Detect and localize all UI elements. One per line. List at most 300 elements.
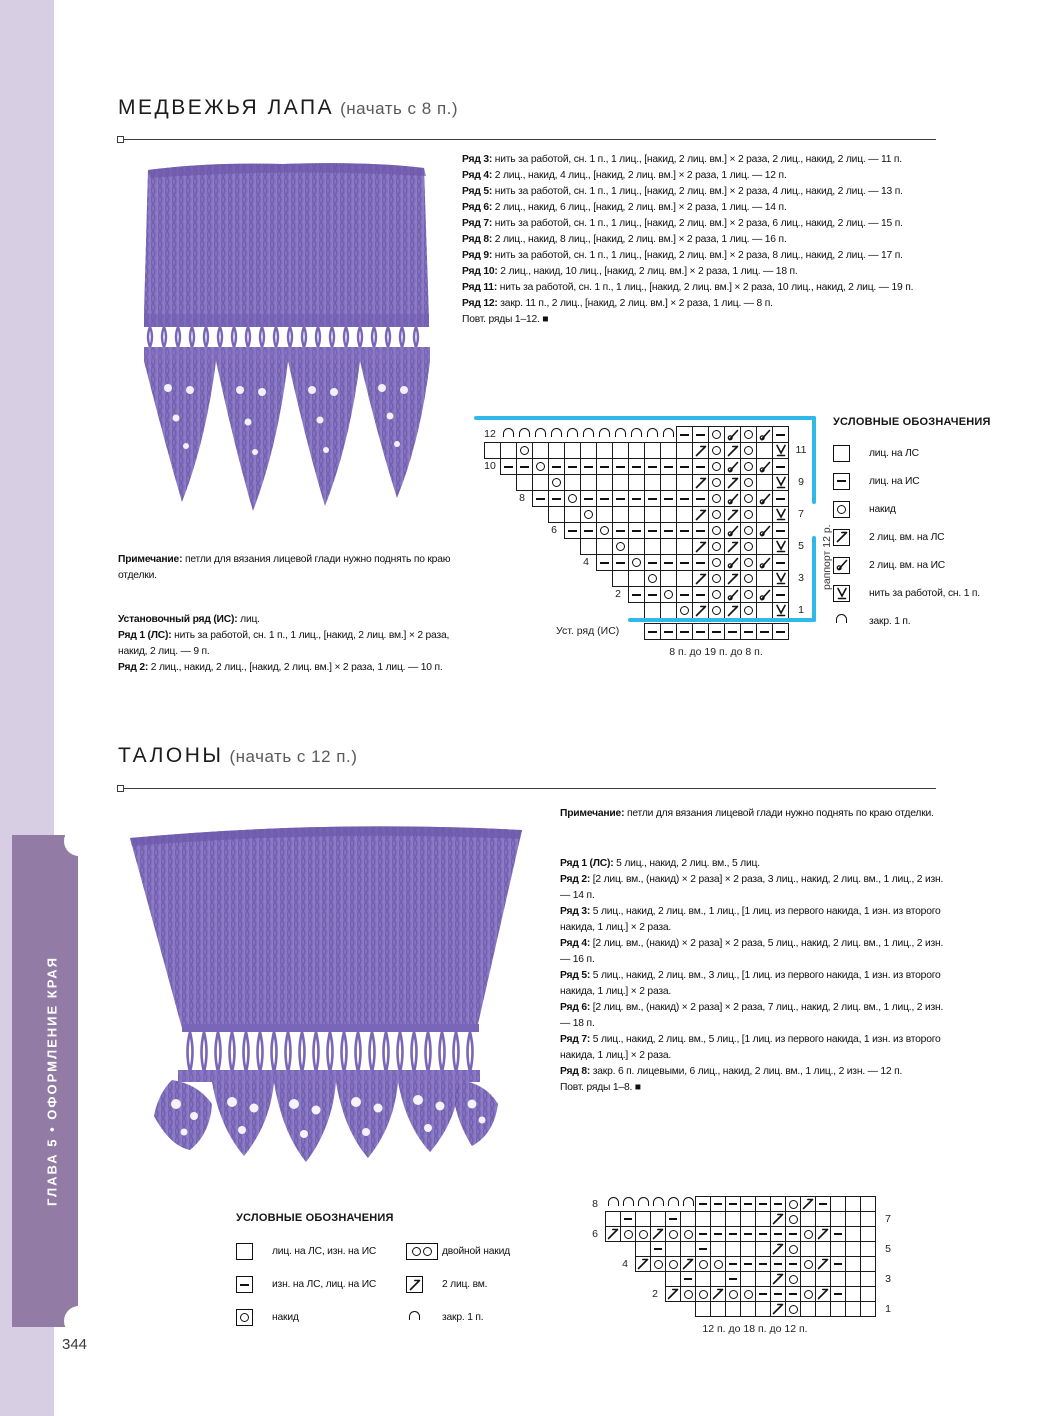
legend-title: УСЛОВНЫЕ ОБОЗНАЧЕНИЯ xyxy=(236,1212,394,1224)
chart-cell xyxy=(620,1211,636,1227)
chart-cell xyxy=(755,1271,771,1287)
legend-label: лиц. на ЛС, изн. на ИС xyxy=(272,1246,377,1257)
chart-cell xyxy=(612,570,629,587)
chart-cell xyxy=(612,490,629,507)
row-number: 9 xyxy=(798,476,804,488)
chart-cell xyxy=(660,522,677,539)
chart-cell xyxy=(596,522,613,539)
row-label: Ряд 1 (ЛС): xyxy=(560,858,614,869)
chart-cell xyxy=(725,1256,741,1272)
chart-cell xyxy=(692,522,709,539)
chart-cell xyxy=(845,1196,861,1212)
bind-off-arc xyxy=(532,426,549,443)
instruction-row: Ряд 8: закр. 6 п. лицевыми, 6 лиц., накид, 2 лиц. вм., 1 лиц., 2 изн. — 12 п. xyxy=(560,1066,903,1077)
legend-title: УСЛОВНЫЕ ОБОЗНАЧЕНИЯ xyxy=(833,416,991,428)
chart-cell xyxy=(596,458,613,475)
chart-cell xyxy=(830,1196,846,1212)
row-number: 8 xyxy=(592,1198,598,1210)
legend-label: лиц. на ЛС xyxy=(869,447,919,459)
chart-cell xyxy=(770,1241,786,1257)
chart-cell xyxy=(815,1301,831,1317)
talons-chart xyxy=(575,1184,915,1359)
chart-cell xyxy=(548,490,565,507)
chart-cell xyxy=(620,1226,636,1242)
legend-item xyxy=(833,467,1045,495)
chart-cell xyxy=(756,522,773,539)
bind-off-arc xyxy=(580,426,597,443)
chart-cell xyxy=(772,570,789,587)
chart-cell xyxy=(770,1256,786,1272)
chart-cell xyxy=(548,474,565,491)
chart-cell xyxy=(740,538,757,555)
chart-cell xyxy=(680,1256,696,1272)
chart-cell xyxy=(708,426,725,443)
chart-cell xyxy=(845,1301,861,1317)
chart-cell xyxy=(800,1226,816,1242)
chart-cell xyxy=(692,554,709,571)
chart-cell xyxy=(612,458,629,475)
note-label: Примечание: xyxy=(118,554,183,565)
chart-cell xyxy=(785,1301,801,1317)
chart-cell xyxy=(724,570,741,587)
note-text: петли для вязания лицевой глади нужно поднять по краю отделки. xyxy=(624,808,934,819)
chart-cell xyxy=(785,1196,801,1212)
chart-cell xyxy=(665,1286,681,1302)
chart-cell xyxy=(770,1301,786,1317)
chart-cell xyxy=(845,1286,861,1302)
chart-cell xyxy=(845,1211,861,1227)
legend-symbol-n xyxy=(833,613,869,630)
instruction-row: Ряд 5: 5 лиц., накид, 2 лиц. вм., 3 лиц., [1 лиц. из первого накида, 1 изн. из второго накида, 1 лиц.] × 2 раза. xyxy=(560,970,941,997)
chart-cell xyxy=(740,522,757,539)
chart-cell xyxy=(755,1301,771,1317)
repeat-label: раппорт 12 р. xyxy=(821,524,833,590)
chart-cell xyxy=(725,1226,741,1242)
chart-cell xyxy=(724,426,741,443)
chart-cell xyxy=(708,570,725,587)
legend-label: 2 лиц. вм. xyxy=(442,1279,488,1290)
legend-symbol-v xyxy=(833,585,869,602)
chart-cell xyxy=(660,474,677,491)
chart-cell xyxy=(815,1226,831,1242)
chart-cell xyxy=(680,1286,696,1302)
row-number: 3 xyxy=(885,1273,891,1285)
chart-cell xyxy=(800,1211,816,1227)
chart-cell xyxy=(596,490,613,507)
tab-notch-top xyxy=(64,826,94,856)
legend-label: двойной накид xyxy=(442,1246,510,1257)
chart-cell xyxy=(676,602,693,619)
chart-cell xyxy=(660,538,677,555)
chart-cell xyxy=(644,490,661,507)
chart-cell xyxy=(676,586,693,603)
tab-notch-bottom xyxy=(64,1306,94,1336)
chart-cell xyxy=(548,442,565,459)
chart-cell xyxy=(676,538,693,555)
legend-symbol-/ xyxy=(833,529,869,546)
row-number: 3 xyxy=(798,572,804,584)
chart-cell xyxy=(740,1226,756,1242)
chart-cell xyxy=(755,1226,771,1242)
instruction-row: Повт. ряды 1–8. ■ xyxy=(560,1082,641,1093)
chart-cell xyxy=(770,1286,786,1302)
chart-cell xyxy=(695,1241,711,1257)
row-label: Ряд 6: xyxy=(462,202,493,213)
chart-cell xyxy=(724,538,741,555)
chart-cell xyxy=(680,1241,696,1257)
chart-cell xyxy=(740,1241,756,1257)
bind-off-arc xyxy=(516,426,533,443)
chart-cell xyxy=(695,1196,711,1212)
row-label: Ряд 7: xyxy=(462,218,493,229)
row-label: Ряд 8: xyxy=(560,1066,591,1077)
chart-cell xyxy=(755,1196,771,1212)
bind-off-arc xyxy=(620,1196,636,1212)
chart-cell xyxy=(755,1241,771,1257)
chart-cell xyxy=(644,442,661,459)
chart-cell xyxy=(860,1301,876,1317)
chart-cell xyxy=(830,1211,846,1227)
chart-cell xyxy=(695,1256,711,1272)
bind-off-arc xyxy=(680,1196,696,1212)
legend-label: накид xyxy=(272,1312,299,1323)
legend-item xyxy=(833,551,1045,579)
chart-cell xyxy=(740,442,757,459)
instruction-row: Ряд 9: нить за работой, сн. 1 п., 1 лиц., [накид, 2 лиц. вм.] × 2 раза, 8 лиц., накид, 2 лиц. — 17 п. xyxy=(462,250,903,261)
instruction-row: Ряд 7: нить за работой, сн. 1 п., 1 лиц., [накид, 2 лиц. вм.] × 2 раза, 6 лиц., накид, 2 лиц. — 15 п. xyxy=(462,218,903,229)
row-label: Ряд 2: xyxy=(560,874,591,885)
chart-cell xyxy=(740,1211,756,1227)
chart-cell xyxy=(740,506,757,523)
chart-cell xyxy=(785,1211,801,1227)
chart-cell xyxy=(772,554,789,571)
chapter-tab-label: ГЛАВА 5 • ОФОРМЛЕНИЕ КРАЯ xyxy=(44,956,60,1206)
chart-cell xyxy=(532,458,549,475)
instruction-row: Ряд 1 (ЛС): 5 лиц., накид, 2 лиц. вм., 5 лиц. xyxy=(560,858,760,869)
row-number: 4 xyxy=(622,1258,628,1270)
row-label: Ряд 7: xyxy=(560,1034,591,1045)
chart-cell xyxy=(772,586,789,603)
chart-cell xyxy=(644,474,661,491)
chart-cell xyxy=(596,538,613,555)
chart-cell xyxy=(785,1226,801,1242)
chart-cell xyxy=(695,1286,711,1302)
chart-cell xyxy=(660,570,677,587)
chart-cell xyxy=(830,1256,846,1272)
legend-label: изн. на ЛС, лиц. на ИС xyxy=(272,1279,377,1290)
chart-cell xyxy=(740,1271,756,1287)
chart-cell xyxy=(860,1226,876,1242)
chart-cell xyxy=(770,1271,786,1287)
chart-cell xyxy=(676,490,693,507)
chart-cell xyxy=(635,1241,651,1257)
chart-cell xyxy=(580,474,597,491)
chart-cell xyxy=(770,1226,786,1242)
row-number: 8 xyxy=(519,492,525,504)
chart-cell xyxy=(692,602,709,619)
chart-cell xyxy=(612,554,629,571)
chart-cell xyxy=(725,1196,741,1212)
chart-cell xyxy=(724,474,741,491)
legend-symbol-- xyxy=(236,1276,272,1293)
chart-cell xyxy=(628,554,645,571)
row-label: Ряд 2: xyxy=(118,662,149,673)
chart-cell xyxy=(815,1241,831,1257)
chart-cell xyxy=(692,490,709,507)
chart-cell xyxy=(800,1241,816,1257)
talons-swatch-illustration xyxy=(114,794,539,1186)
chart-cell xyxy=(756,602,773,619)
row-number: 11 xyxy=(795,444,807,456)
chart-cell xyxy=(830,1271,846,1287)
chart-cell xyxy=(548,506,565,523)
chart-cell xyxy=(708,623,725,640)
chart-cell xyxy=(708,506,725,523)
legend-label: закр. 1 п. xyxy=(442,1312,484,1323)
chart-cell xyxy=(770,1196,786,1212)
chart-cell xyxy=(815,1271,831,1287)
chart-cell xyxy=(710,1226,726,1242)
bind-off-arc xyxy=(628,426,645,443)
chart-cell xyxy=(724,602,741,619)
chart-cell xyxy=(695,1211,711,1227)
chart-cell xyxy=(772,458,789,475)
legend-label: закр. 1 п. xyxy=(869,615,911,627)
chart-cell xyxy=(500,458,517,475)
chart-cell xyxy=(695,1301,711,1317)
chart-cell xyxy=(724,506,741,523)
chart-cell xyxy=(548,458,565,475)
chart-cell xyxy=(785,1271,801,1287)
chart-cell xyxy=(692,570,709,587)
row-label: Ряд 4: xyxy=(560,938,591,949)
chart-cell xyxy=(724,522,741,539)
chart-cell xyxy=(665,1211,681,1227)
chart-cell xyxy=(660,586,677,603)
chart-cell xyxy=(532,490,549,507)
chart-cell xyxy=(830,1301,846,1317)
instruction-row: Ряд 2: 2 лиц., накид, 2 лиц., [накид, 2 лиц. вм.] × 2 раза, 1 лиц. — 10 п. xyxy=(118,662,443,673)
chart-cell xyxy=(845,1241,861,1257)
chart-cell xyxy=(612,442,629,459)
chart-cell xyxy=(740,602,757,619)
chart-cell xyxy=(708,554,725,571)
chart-cell xyxy=(680,1211,696,1227)
chart-cell xyxy=(724,623,741,640)
chart-cell xyxy=(772,442,789,459)
chart-cell xyxy=(710,1286,726,1302)
chart-cell xyxy=(628,490,645,507)
chart-cell xyxy=(740,474,757,491)
chart-cell xyxy=(725,1271,741,1287)
chart-cell xyxy=(772,474,789,491)
chart-cell xyxy=(612,506,629,523)
chart-cell xyxy=(755,1256,771,1272)
chart-cell xyxy=(708,458,725,475)
chart-cell xyxy=(724,554,741,571)
chart-cell xyxy=(845,1256,861,1272)
chart-cell xyxy=(580,506,597,523)
chart-cell xyxy=(564,442,581,459)
row-label: Ряд 11: xyxy=(462,282,498,293)
legend-symbol-/ xyxy=(406,1276,442,1293)
chart-cell xyxy=(710,1241,726,1257)
chart-cell xyxy=(740,570,757,587)
chart-cell xyxy=(740,1286,756,1302)
legend-symbol-knit xyxy=(236,1243,272,1260)
chart-cell xyxy=(564,506,581,523)
bind-off-arc xyxy=(605,1196,621,1212)
bind-off-arc xyxy=(500,426,517,443)
chart-cell xyxy=(845,1226,861,1242)
section1-subtitle: (начать с 8 п.) xyxy=(340,99,459,118)
section1-setup-rows xyxy=(118,612,466,676)
chart-cell xyxy=(532,474,549,491)
row-number: 2 xyxy=(652,1288,658,1300)
chart-cell xyxy=(660,506,677,523)
chart-cell xyxy=(692,586,709,603)
chart-cell xyxy=(692,474,709,491)
chart-cell xyxy=(644,458,661,475)
legend-item xyxy=(406,1301,510,1334)
chart-cell xyxy=(756,490,773,507)
chart-cell xyxy=(660,554,677,571)
instruction-row: Ряд 5: нить за работой, сн. 1 п., 1 лиц., [накид, 2 лиц. вм.] × 2 раза, 4 лиц., накид, 2 лиц. — 13 п. xyxy=(462,186,903,197)
chart-cell xyxy=(676,458,693,475)
row-label: Ряд 5: xyxy=(462,186,493,197)
legend-item xyxy=(833,523,1045,551)
chart-cell xyxy=(650,1211,666,1227)
section2-instructions xyxy=(560,856,952,1096)
section1-title-text: МЕДВЕЖЬЯ ЛАПА xyxy=(118,96,335,119)
chart-cell xyxy=(756,506,773,523)
chart-cell xyxy=(580,538,597,555)
legend-item xyxy=(833,439,1045,467)
legend-label: 2 лиц. вм. на ИС xyxy=(869,559,946,571)
chart-cell xyxy=(612,538,629,555)
legend-columns xyxy=(236,1235,551,1334)
chart-cell xyxy=(676,522,693,539)
instruction-row: Ряд 10: 2 лиц., накид, 10 лиц., [накид, 2 лиц. вм.] × 2 раза, 1 лиц. — 18 п. xyxy=(462,266,798,277)
legend-symbol-o xyxy=(833,501,869,518)
chart-cell xyxy=(740,586,757,603)
legend-item xyxy=(406,1268,510,1301)
chart-cell xyxy=(692,458,709,475)
chart-cell xyxy=(772,538,789,555)
bind-off-arc xyxy=(548,426,565,443)
legend-item xyxy=(236,1301,388,1334)
chart-cell xyxy=(516,442,533,459)
chart-caption: 8 п. до 19 п. до 8 п. xyxy=(669,646,763,658)
repeat-bracket-top xyxy=(474,416,816,420)
chart-cell xyxy=(710,1271,726,1287)
row-number: 4 xyxy=(583,556,589,568)
chart-cell xyxy=(708,602,725,619)
chart-cell xyxy=(785,1241,801,1257)
chart-cell xyxy=(580,442,597,459)
chart-cell xyxy=(815,1196,831,1212)
row-label: Ряд 6: xyxy=(560,1002,591,1013)
repeat-bracket-right-lower xyxy=(812,536,816,622)
chart-cell xyxy=(772,623,789,640)
chart-cell xyxy=(708,490,725,507)
row-label: Ряд 12: xyxy=(462,298,498,309)
legend-item xyxy=(833,495,1045,523)
chart-cell xyxy=(635,1211,651,1227)
legend-symbol-n xyxy=(406,1309,442,1326)
legend-label: лиц. на ИС xyxy=(869,475,920,487)
chart-cell xyxy=(665,1226,681,1242)
chart-cell xyxy=(756,554,773,571)
chart-cell xyxy=(564,522,581,539)
chart-cell xyxy=(692,538,709,555)
chart-cell xyxy=(628,442,645,459)
note-label: Примечание: xyxy=(560,808,625,819)
chart-cell xyxy=(644,522,661,539)
row-number: 2 xyxy=(615,588,621,600)
chart-cell xyxy=(725,1301,741,1317)
section2-rule xyxy=(118,788,936,789)
bind-off-arc xyxy=(612,426,629,443)
section1-title xyxy=(118,96,458,120)
chart-cell xyxy=(660,490,677,507)
chart-cell xyxy=(725,1211,741,1227)
row-label: Установочный ряд (ИС): xyxy=(118,614,238,625)
chart-cell xyxy=(860,1211,876,1227)
chart-cell xyxy=(676,554,693,571)
section1-note xyxy=(118,552,463,584)
chart-cell xyxy=(845,1271,861,1287)
chart-cell xyxy=(708,538,725,555)
chart-cell xyxy=(830,1241,846,1257)
chart-cell xyxy=(605,1226,621,1242)
chart-cell xyxy=(724,490,741,507)
legend-column-2 xyxy=(406,1235,510,1334)
chart-cell xyxy=(564,458,581,475)
chart-cell xyxy=(612,522,629,539)
chart-cell xyxy=(772,426,789,443)
chart-cell xyxy=(612,474,629,491)
chart-cell xyxy=(650,1226,666,1242)
legend-label: 2 лиц. вм. на ЛС xyxy=(869,531,945,543)
sample-photo-bear-paw xyxy=(118,150,453,542)
chart-cell xyxy=(860,1286,876,1302)
row-number: 1 xyxy=(798,604,804,616)
chart-cell xyxy=(800,1301,816,1317)
instruction-row: Ряд 6: [2 лиц. вм., (накид) × 2 раза] × 2 раза, 7 лиц., накид, 2 лиц. вм., 1 лиц., 2 изн. — 18 п. xyxy=(560,1002,944,1029)
chapter-tab xyxy=(12,835,78,1327)
row-number: 6 xyxy=(592,1228,598,1240)
chart-cell xyxy=(644,602,661,619)
chart-cell xyxy=(708,586,725,603)
chart-cell xyxy=(710,1256,726,1272)
bear-paw-chart: 12 11 10 9 8 7 6 5 4 3 2 1 Уст. ряд (ИС) 8 п. до 19 п. до 8 п. раппорт 12 р. xyxy=(450,410,850,675)
legend-symbol-knit xyxy=(833,445,869,462)
chart-cell xyxy=(724,458,741,475)
bear-paw-swatch-illustration xyxy=(118,150,453,542)
chart-cell xyxy=(692,426,709,443)
chart-cell xyxy=(756,474,773,491)
sample-photo-talons xyxy=(114,794,539,1186)
legend-item xyxy=(833,579,1045,607)
chart-cell xyxy=(708,442,725,459)
chart-cell xyxy=(740,1196,756,1212)
note-text: петли для вязания лицевой глади нужно поднять по краю отделки. xyxy=(118,554,451,581)
chart-cell xyxy=(785,1256,801,1272)
instruction-row: Ряд 4: [2 лиц. вм., (накид) × 2 раза] × 2 раза, 5 лиц., накид, 2 лиц. вм., 1 лиц., 2 изн. — 16 п. xyxy=(560,938,944,965)
page-number: 344 xyxy=(62,1336,88,1353)
chart-cell xyxy=(676,442,693,459)
